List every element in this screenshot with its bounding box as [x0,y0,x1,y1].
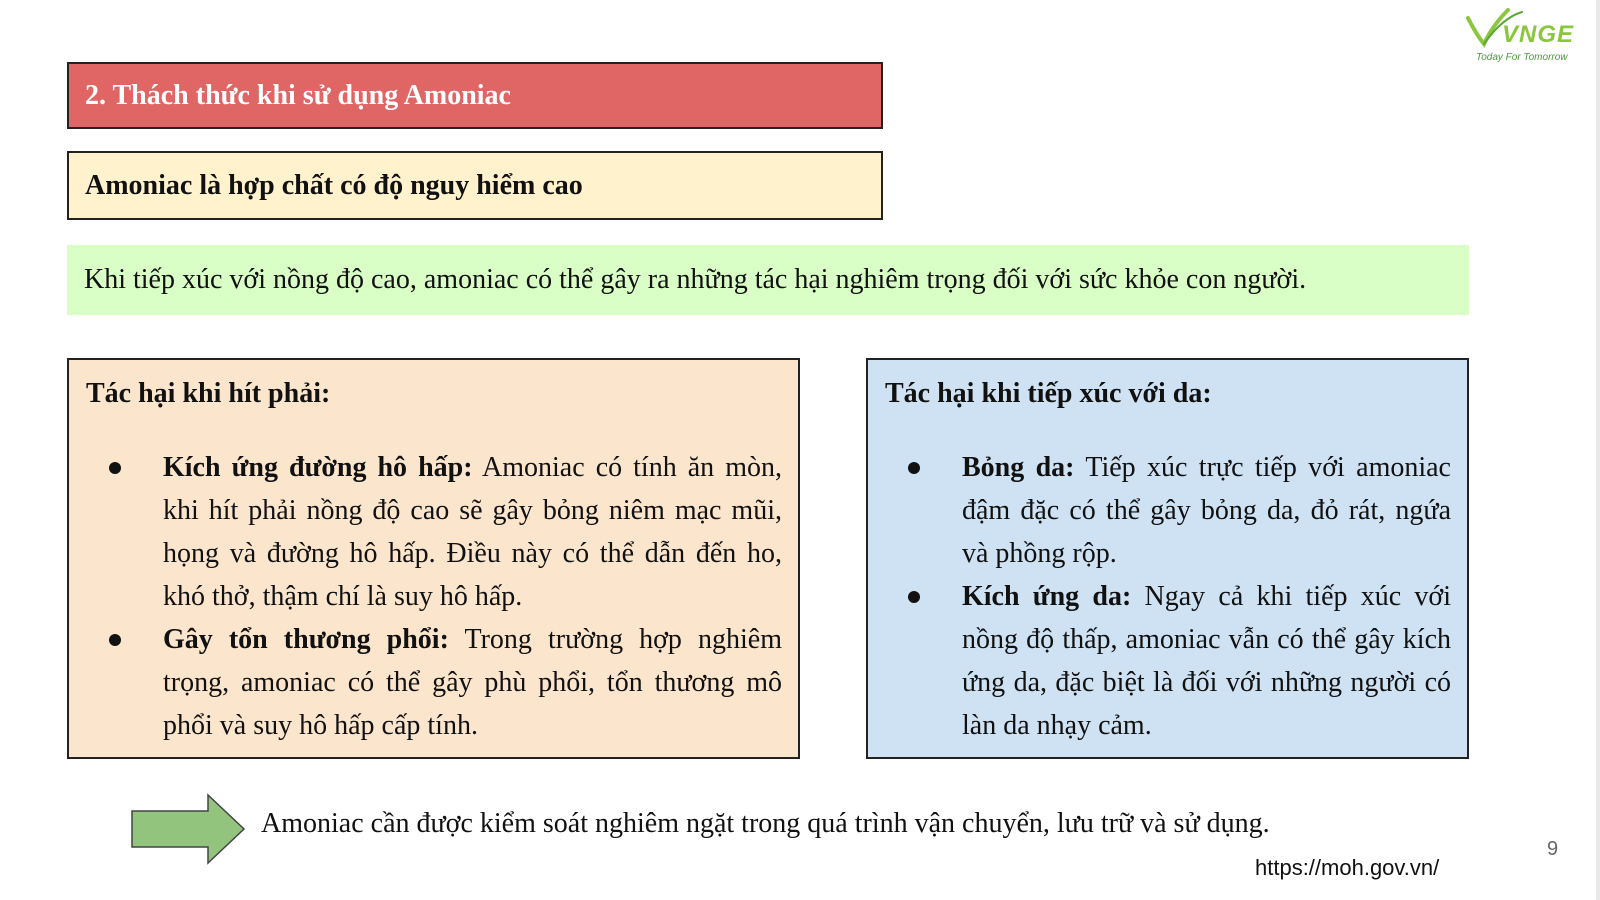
intro-text: Khi tiếp xúc với nồng độ cao, amoniac có thể gây ra những tác hại nghiêm trọng đối với sức khỏe con người. [84,264,1307,295]
bullet-text: Amoniac có tính ăn mòn, khi hít phải nồng độ cao sẽ gây bỏng niêm mạc mũi, họng và đường hô hấp. Điều này có thể dẫn đến ho, khó thở, thậm chí là suy hô hấp. [163,452,782,612]
bullet-dot-icon [109,462,121,474]
source-link: https://moh.gov.vn/ [1255,855,1440,880]
page-number: 9 [1547,838,1559,860]
slide-edge [1596,0,1600,900]
logo [1462,4,1598,70]
inhalation-heading: Tác hại khi hít phải: [86,378,331,409]
bullet-dot-icon [908,591,920,603]
bullet-term: Kích ứng đường hô hấp: [163,452,473,483]
bullet-term: Gây tổn thương phổi: [163,624,449,655]
bullet-term: Kích ứng da: [962,581,1132,612]
bullet-text: Tiếp xúc trực tiếp với amoniac đậm đặc có thể gây bỏng da, đỏ rát, ngứa và phồng rộp. [962,452,1451,569]
skin-contact-panel [866,358,1469,759]
bullet-term: Bỏng da: [962,452,1075,483]
list-item [86,446,782,618]
skin-contact-list [885,446,1451,747]
list-item [885,446,1451,575]
logo-name: VNGE [1502,21,1575,48]
right-arrow-icon [130,793,246,865]
intro-band [67,245,1469,315]
bullet-dot-icon [109,634,121,646]
slide-subtitle-text: Amoniac là hợp chất có độ nguy hiểm cao [85,169,583,201]
list-item [885,575,1451,747]
bullet-text: Ngay cả khi tiếp xúc với nồng độ thấp, amoniac vẫn có thể gây kích ứng da, đặc biệt là đối với những người có làn da nhạy cảm. [962,581,1451,741]
logo-tagline: Today For Tomorrow [1476,52,1568,63]
slide-title [67,62,883,129]
bullet-dot-icon [908,462,920,474]
slide-title-text: 2. Thách thức khi sử dụng Amoniac [85,79,511,111]
slide-subtitle [67,151,883,220]
skin-contact-heading: Tác hại khi tiếp xúc với da: [885,378,1212,409]
bullet-text: Trong trường hợp nghiêm trọng, amoniac có thể gây phù phổi, tổn thương mô phổi và suy hô hấp cấp tính. [163,624,782,741]
inhalation-list [86,446,782,747]
list-item [86,618,782,747]
inhalation-panel [67,358,800,759]
conclusion-text: Amoniac cần được kiểm soát nghiêm ngặt trong quá trình vận chuyển, lưu trữ và sử dụng. [261,808,1270,839]
